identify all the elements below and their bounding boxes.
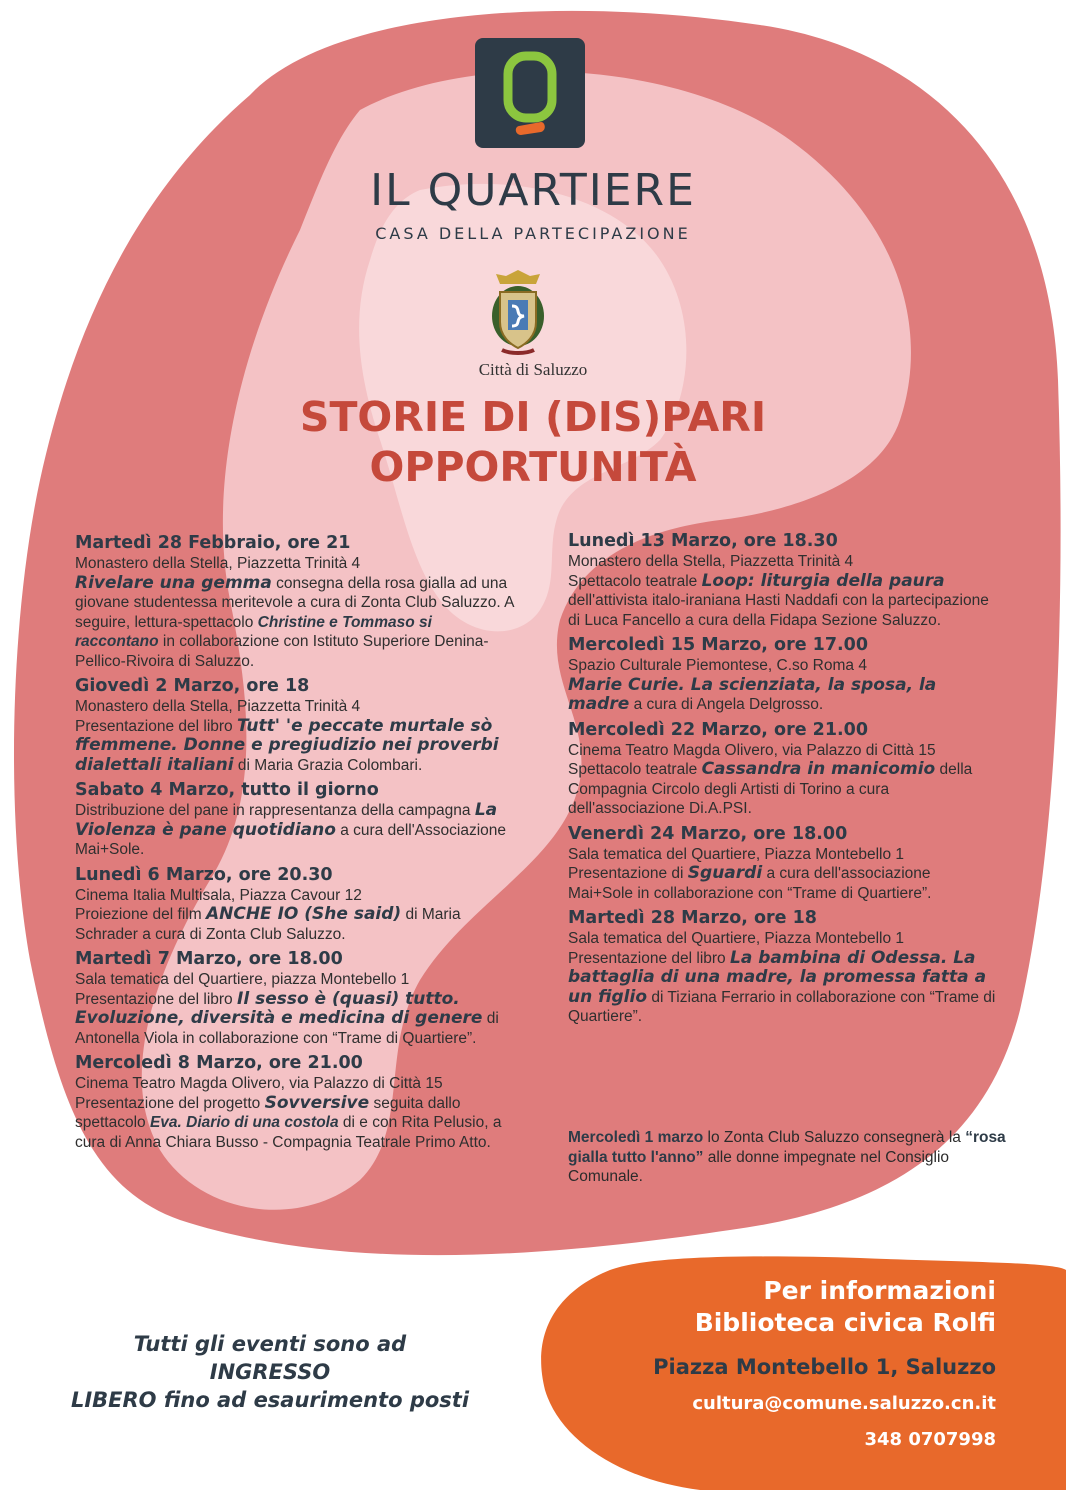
free-entry-notice — [70, 1330, 470, 1414]
event-description — [568, 949, 998, 1027]
info-box — [560, 1275, 996, 1453]
saluzzo-crest-icon — [478, 266, 558, 356]
event-place: Monastero della Stella, Piazzetta Trinità 4 — [75, 555, 361, 572]
event-item — [568, 719, 998, 819]
event-heading: Sabato 4 Marzo, tutto il giorno — [75, 780, 379, 800]
event-title: Eva. Diario di una costola — [149, 1114, 339, 1131]
event-place: Cinema Teatro Magda Olivero, via Palazzo di Città 15 — [75, 1075, 443, 1092]
event-heading: Martedì 7 Marzo, ore 18.00 — [75, 949, 343, 969]
event-heading: Mercoledì 8 Marzo, ore 21.00 — [75, 1053, 363, 1073]
event-text: di Maria Schrader a cura di Zonta Club Saluzzo. — [75, 906, 461, 943]
event-title: Christine e Tommaso si raccontano — [75, 613, 432, 650]
event-place: Monastero della Stella, Piazzetta Trinità 4 — [75, 698, 361, 715]
note-highlight: “rosa gialla tutto l'anno” — [568, 1129, 1006, 1166]
info-title: Per informazioni — [763, 1276, 996, 1305]
event-text: Presentazione del libro — [75, 717, 237, 735]
event-title: Loop: liturgia della paura — [701, 570, 945, 591]
event-text: a cura di Angela Delgrosso. — [629, 696, 824, 713]
event-text: della Compagnia Circolo degli Artisti di Torino a cura dell'associazione Di.A.PSI. — [568, 761, 973, 817]
event-heading: Lunedì 13 Marzo, ore 18.30 — [568, 531, 838, 551]
q-logo-icon — [475, 38, 585, 148]
event-text: Proiezione del film — [75, 906, 206, 923]
event-text: a cura dell'Associazione Mai+Sole. — [75, 821, 507, 858]
event-text: Presentazione di — [568, 865, 688, 882]
event-item — [568, 823, 998, 904]
events-right-column — [568, 530, 998, 1031]
event-text: Distribuzione del pane in rappresentanza della campagna — [75, 802, 475, 819]
event-description — [75, 801, 515, 860]
event-title: Rivelare una gemma — [75, 572, 272, 593]
event-description — [568, 572, 998, 631]
main-title-line2: OPPORTUNITÀ — [369, 443, 697, 491]
event-text: di e con Rita Pelusio, a cura di Anna Chiara Busso - Compagnia Teatrale Primo Atto. — [75, 1114, 502, 1151]
main-title-line1: STORIE DI (DIS)PARI — [299, 393, 767, 441]
event-title: ANCHE IO (She said) — [205, 904, 402, 924]
event-item — [75, 779, 515, 860]
main-title — [0, 392, 1066, 492]
event-title: Tutt' 'e peccate murtale sò ffemmene. Donne e pregiudizio nei proverbi dialettali italiani — [75, 715, 499, 775]
event-item — [568, 530, 998, 630]
event-title: Il sesso è (quasi) tutto. Evoluzione, diversità e medicina di genere — [75, 988, 483, 1028]
free-entry-line1: Tutti gli eventi sono ad INGRESSO — [133, 1332, 407, 1384]
event-heading: Martedì 28 Febbraio, ore 21 — [75, 533, 351, 553]
event-item — [75, 948, 515, 1048]
event-description — [568, 760, 998, 819]
event-place: Monastero della Stella, Piazzetta Trinità 4 — [568, 553, 854, 570]
info-library: Biblioteca civica Rolfi — [694, 1308, 996, 1337]
event-item — [75, 864, 515, 945]
event-title: Sovversive — [264, 1092, 370, 1113]
event-text: di Maria Grazia Colombari. — [233, 756, 423, 774]
event-description — [75, 990, 515, 1049]
event-description — [75, 574, 515, 672]
event-place: Cinema Teatro Magda Olivero, via Palazzo di Città 15 — [568, 741, 936, 759]
note-date: Mercoledì 1 marzo — [568, 1129, 704, 1146]
event-title: Cassandra in manicomio — [701, 759, 936, 779]
event-text: dell'attivista italo-iraniana Hasti Naddafi con la partecipazione di Luca Fancello a cura della Fidapa Sezione Saluzzo. — [568, 592, 989, 629]
event-place: Sala tematica del Quartiere, Piazza Montebello 1 — [568, 845, 905, 863]
event-item — [75, 532, 515, 671]
event-text: Spettacolo teatrale — [568, 572, 702, 590]
info-email[interactable]: cultura@comune.saluzzo.cn.it — [692, 1393, 996, 1414]
note-text: alle donne impegnate nel Consiglio Comunale. — [568, 1148, 950, 1185]
event-heading: Venerdì 24 Marzo, ore 18.00 — [568, 823, 848, 844]
event-text: Spettacolo teatrale — [568, 761, 702, 778]
event-description — [568, 864, 998, 903]
note-text: lo Zonta Club Saluzzo consegnerà la — [703, 1129, 966, 1146]
event-place: Spazio Culturale Piemontese, C.so Roma 4 — [568, 657, 867, 674]
event-title: La bambina di Odessa. La battaglia di una madre, la promessa fatta a un figlio — [568, 947, 987, 1007]
event-description — [75, 905, 515, 944]
event-place: Sala tematica del Quartiere, piazza Montebello 1 — [75, 971, 410, 988]
event-text: in collaborazione con Istituto Superiore Denina-Pellico-Rivoira di Saluzzo. — [75, 633, 489, 670]
free-entry-line2: LIBERO fino ad esaurimento posti — [70, 1388, 470, 1412]
event-title: Sguardi — [687, 863, 763, 883]
info-phone[interactable]: 348 0707998 — [864, 1429, 996, 1450]
brand-title: IL QUARTIERE — [370, 165, 696, 216]
event-title: Marie Curie. La scienziata, la sposa, la madre — [568, 674, 937, 714]
event-text: di Tiziana Ferrario in collaborazione con “Trame di Quartiere”. — [568, 988, 996, 1025]
event-description — [75, 1094, 515, 1153]
event-item — [75, 1052, 515, 1152]
event-item — [568, 634, 998, 715]
event-text: consegna della rosa gialla ad una giovane studentessa meritevole a cura di Zonta Club Saluzzo. A seguire, lettura-spettacolo — [75, 574, 514, 631]
event-heading: Mercoledì 22 Marzo, ore 21.00 — [568, 719, 869, 740]
brand-subtitle: CASA DELLA PARTECIPAZIONE — [375, 224, 691, 243]
event-place: Sala tematica del Quartiere, Piazza Montebello 1 — [568, 930, 905, 947]
event-item — [568, 907, 998, 1027]
event-description — [568, 676, 998, 715]
event-text: Presentazione del progetto — [75, 1094, 265, 1112]
events-left-column — [75, 532, 515, 1156]
event-text: seguita dallo spettacolo — [75, 1094, 461, 1131]
event-heading: Giovedì 2 Marzo, ore 18 — [75, 676, 310, 696]
event-description — [75, 717, 515, 776]
event-heading: Mercoledì 15 Marzo, ore 17.00 — [568, 635, 869, 655]
event-text: Presentazione del libro — [568, 949, 730, 967]
il-quartiere-logo — [475, 38, 585, 148]
info-address: Piazza Montebello 1, Saluzzo — [653, 1355, 996, 1379]
event-place: Cinema Italia Multisala, Piazza Cavour 12 — [75, 886, 362, 904]
event-text: a cura dell'associazione Mai+Sole in collaborazione con “Trame di Quartiere”. — [568, 865, 932, 902]
event-heading: Lunedì 6 Marzo, ore 20.30 — [75, 864, 333, 885]
city-label: Città di Saluzzo — [478, 360, 588, 379]
event-item — [75, 675, 515, 775]
event-title: La Violenza è pane quotidiano — [75, 800, 498, 840]
event-heading: Martedì 28 Marzo, ore 18 — [568, 908, 817, 928]
event-text: Presentazione del libro — [75, 990, 237, 1008]
event-text: di Antonella Viola in collaborazione con “Trame di Quartiere”. — [75, 1010, 499, 1047]
rosa-gialla-note — [568, 1128, 1008, 1187]
